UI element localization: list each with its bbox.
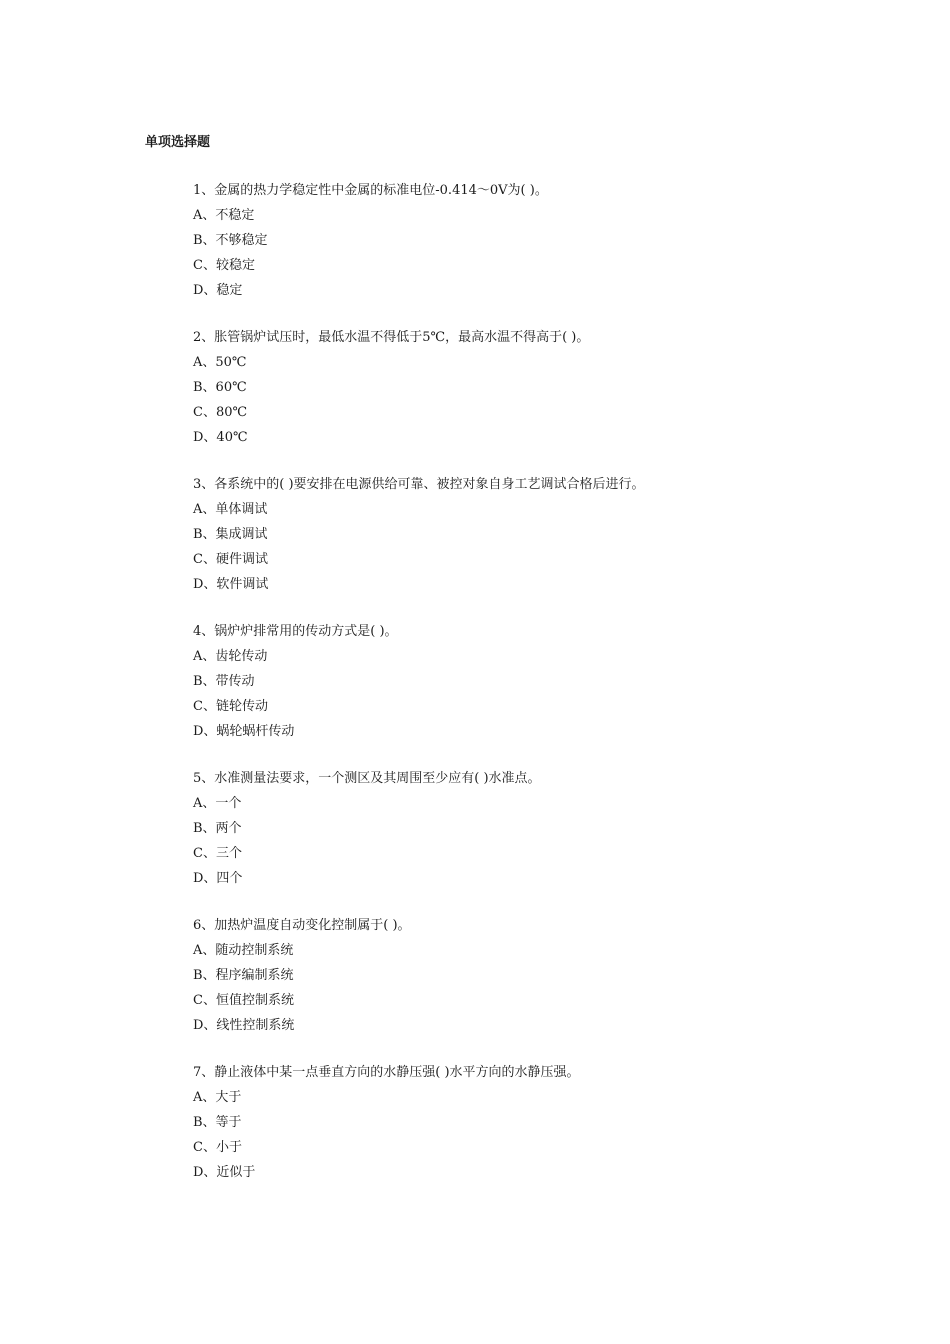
option-b: B、两个 [193,821,242,836]
option-b: B、不够稳定 [193,233,268,248]
question-text: 6、加热炉温度自动变化控制属于( )。 [193,918,411,933]
option-d: D、近似于 [193,1165,256,1180]
option-c: C、较稳定 [193,258,255,273]
question-text: 3、各系统中的( )要安排在电源供给可靠、被控对象自身工艺调试合格后进行。 [193,477,645,492]
option-b: B、集成调试 [193,527,268,542]
question-5 [193,766,893,891]
option-a: A、不稳定 [193,208,255,223]
section-title: 单项选择题 [145,135,211,150]
option-d: D、蜗轮蜗杆传动 [193,724,295,739]
question-text: 1、金属的热力学稳定性中金属的标准电位-0.414～0V为( )。 [193,183,548,198]
question-7 [193,1060,893,1185]
option-a: A、大于 [193,1090,242,1105]
option-d: D、40℃ [193,430,248,445]
question-text: 5、水准测量法要求，一个测区及其周围至少应有( )水准点。 [193,771,541,786]
option-a: A、一个 [193,796,242,811]
option-c: C、硬件调试 [193,552,268,567]
question-text: 2、胀管锅炉试压时，最低水温不得低于5℃，最高水温不得高于( )。 [193,330,590,345]
option-d: D、稳定 [193,283,243,298]
question-2 [193,325,893,450]
option-c: C、80℃ [193,405,248,420]
option-b: B、带传动 [193,674,255,689]
option-a: A、50℃ [193,355,247,370]
option-d: D、软件调试 [193,577,269,592]
question-3 [193,472,893,597]
option-b: B、60℃ [193,380,247,395]
option-a: A、齿轮传动 [193,649,268,664]
question-4 [193,619,893,744]
option-b: B、程序编制系统 [193,968,294,983]
option-d: D、线性控制系统 [193,1018,295,1033]
option-c: C、恒值控制系统 [193,993,294,1008]
option-d: D、四个 [193,871,243,886]
option-c: C、三个 [193,846,242,861]
option-b: B、等于 [193,1115,242,1130]
option-a: A、随动控制系统 [193,943,294,958]
question-list [193,178,893,1207]
question-text: 7、静止液体中某一点垂直方向的水静压强( )水平方向的水静压强。 [193,1065,580,1080]
option-c: C、链轮传动 [193,699,268,714]
question-text: 4、锅炉炉排常用的传动方式是( )。 [193,624,398,639]
question-1 [193,178,893,303]
option-a: A、单体调试 [193,502,268,517]
option-c: C、小于 [193,1140,242,1155]
question-6 [193,913,893,1038]
